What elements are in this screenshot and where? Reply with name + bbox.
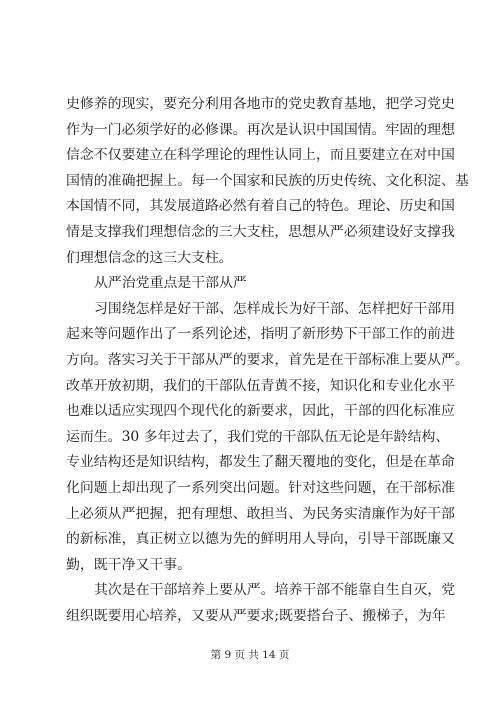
text-line: 其次是在干部培养上要从严。培养干部不能靠自生自灭，党: [94, 582, 456, 599]
text-line: 国情的准确把握上。每一个国家和民族的历史传统、文化积淀、基: [66, 172, 469, 189]
text-line: 化问题上却出现了一系列突出问题。针对这些问题，在干部标准: [66, 479, 455, 496]
text-line: 改革开放初期，我们的干部队伍青黄不接，知识化和专业化水平: [66, 377, 455, 394]
text-line: 组织既要用心培养，又要从严要求;既要搭台子、搬梯子，为年: [66, 607, 446, 624]
text-line: 信念不仅要建立在科学理论的理性认同上，而且要建立在对中国: [66, 147, 455, 164]
text-line: 也难以适应实现四个现代化的新要求，因此，干部的四化标准应: [66, 403, 455, 420]
text-line: 运而生。30 多年过去了，我们党的干部队伍无论是年龄结构、: [66, 428, 450, 445]
text-line: 情是支撑我们理想信念的三大支柱，思想从严必须建设好支撑我: [66, 223, 455, 240]
text-line: 起来等问题作出了一系列论述，指明了新形势下干部工作的前进: [66, 326, 455, 343]
text-line: 们理想信念的这三大支柱。: [66, 249, 233, 266]
text-line: 习围绕怎样是好干部、怎样成长为好干部、怎样把好干部用: [94, 300, 456, 317]
text-line: 上必须从严把握，把有理想、敢担当、为民务实清廉作为好干部: [66, 505, 455, 522]
page-footer: 第 9 页 共 14 页: [210, 649, 290, 661]
section-heading: 从严治党重点是干部从严: [94, 275, 247, 292]
text-line: 勤，既干净又干事。: [66, 556, 192, 573]
text-line: 专业结构还是知识结构，都发生了翻天覆地的变化，但是在革命: [66, 454, 455, 471]
text-line: 的新标准，真正树立以德为先的鲜明用人导向，引导干部既廉又: [66, 531, 455, 548]
text-line: 作为一门必须学好的必修课。再次是认识中国国情。牢固的理想: [66, 121, 455, 138]
text-line: 本国情不同，其发展道路必然有着自己的特色。理论、历史和国: [66, 198, 455, 215]
text-line: 方向。落实习关于干部从严的要求，首先是在干部标准上要从严。: [66, 351, 469, 368]
text-line: 史修养的现实，要充分利用各地市的党史教育基地，把学习党史: [66, 96, 455, 112]
body-text: [66, 92, 469, 629]
